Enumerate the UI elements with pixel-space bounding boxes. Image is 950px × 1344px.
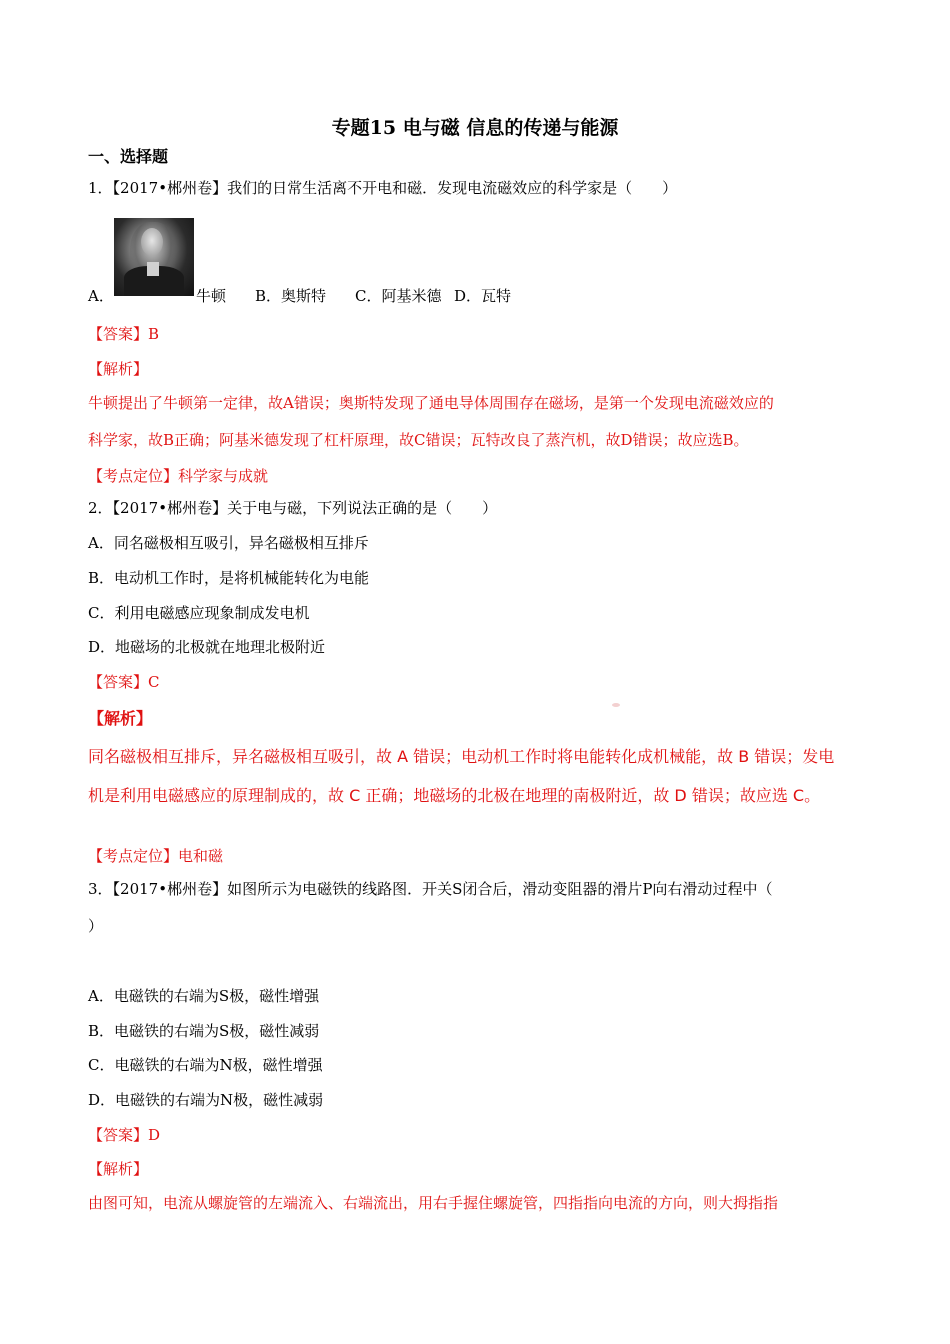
q3-option-c: C．电磁铁的右端为N极，磁性增强 [88, 1056, 323, 1074]
q1-option-d: D．瓦特 [454, 287, 512, 305]
q1-analysis-label: 【解析】 [88, 360, 149, 378]
q2-option-c: C．利用电磁感应现象制成发电机 [88, 604, 310, 622]
q3-option-d: D．电磁铁的右端为N极，磁性减弱 [88, 1091, 324, 1109]
q1-answer: 【答案】B [88, 325, 160, 343]
q1-option-a-label: A． [88, 287, 114, 305]
q2-answer: 【答案】C [88, 673, 160, 691]
q2-analysis-line-2: 机是利用电磁感应的原理制成的，故 C 正确；地磁场的北极在地理的南极附近，故 D 错误；故应选 C。 [88, 786, 821, 805]
portrait-face [141, 228, 163, 256]
q2-analysis-line-1: 同名磁极相互排斥，异名磁极相互吸引，故 A 错误；电动机工作时将电能转化成机械能，故 B 错误；发电 [88, 747, 835, 766]
page-title: 专题15 电与磁 信息的传递与能源 [331, 117, 619, 139]
q3-stem-line-1: 3．【2017•郴州卷】如图所示为电磁铁的线路图．开关S闭合后，滑动变阻器的滑片P向右滑动过程中（ [88, 880, 773, 898]
q3-stem-line-2: ） [88, 917, 104, 935]
q2-analysis-label: 【解析】 [88, 709, 153, 728]
q1-knowledge-point: 【考点定位】科学家与成就 [88, 467, 269, 485]
q2-stem: 2．【2017•郴州卷】关于电与磁，下列说法正确的是（ ） [88, 499, 498, 517]
q3-analysis-label: 【解析】 [88, 1160, 149, 1178]
q1-analysis-line-2: 科学家，故B正确；阿基米德发现了杠杆原理，故C错误；瓦特改良了蒸汽机，故D错误；故应选B。 [88, 431, 749, 449]
q3-answer: 【答案】D [88, 1126, 161, 1144]
q1-stem: 1．【2017•郴州卷】我们的日常生活离不开电和磁．发现电流磁效应的科学家是（ ） [88, 179, 678, 197]
faint-mark [612, 703, 620, 707]
newton-portrait-image [114, 218, 194, 296]
q1-analysis-line-1: 牛顿提出了牛顿第一定律，故A错误；奥斯特发现了通电导体周围存在磁场，是第一个发现电流磁效应的 [88, 394, 774, 412]
q3-analysis-line-1: 由图可知，电流从螺旋管的左端流入、右端流出，用右手握住螺旋管，四指指向电流的方向，则大拇指指 [88, 1194, 779, 1212]
q2-option-b: B．电动机工作时，是将机械能转化为电能 [88, 569, 370, 587]
q2-option-a: A．同名磁极相互吸引，异名磁极相互排斥 [88, 534, 369, 552]
q3-option-a: A．电磁铁的右端为S极，磁性增强 [88, 987, 320, 1005]
q1-option-c: C．阿基米德 [355, 287, 442, 305]
q2-option-d: D．地磁场的北极就在地理北极附近 [88, 638, 326, 656]
q3-option-b: B．电磁铁的右端为S极，磁性减弱 [88, 1022, 320, 1040]
section-heading-choice: 一、选择题 [88, 147, 169, 166]
q2-knowledge-point: 【考点定位】电和磁 [88, 847, 224, 865]
q1-option-a-text: 牛顿 [196, 287, 227, 305]
q1-option-b: B．奥斯特 [255, 287, 327, 305]
portrait-collar [147, 262, 159, 276]
